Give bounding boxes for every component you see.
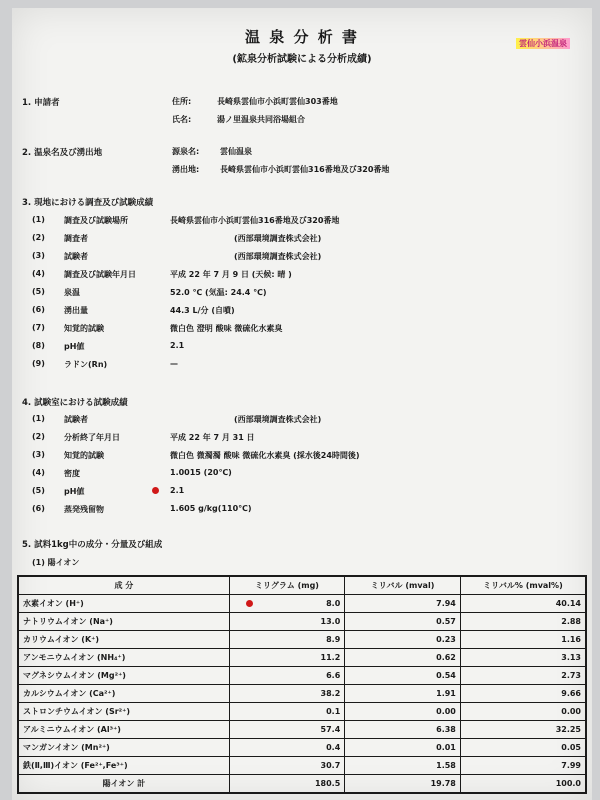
section3-heading: 3. 現地における調査及び試験成績 (22, 198, 154, 208)
table-row (18, 757, 586, 775)
s3-label: 調査者 (64, 234, 88, 243)
s3-no: (8) (32, 341, 45, 350)
ion-name: アルミニウムイオン (Al³⁺) (18, 721, 229, 739)
red-marker-dot (246, 600, 253, 607)
cation-subheading: (1) 陽イオン (32, 558, 80, 567)
s3-value: (西部環境調査株式会社) (234, 252, 322, 261)
s4-label: 試験者 (64, 415, 88, 424)
section1-heading: 1. 申請者 (22, 98, 60, 108)
table-row (18, 595, 586, 613)
ion-mval: 1.58 (345, 757, 461, 775)
ion-mval-pct: 2.73 (460, 667, 586, 685)
ion-mg: 30.7 (229, 757, 345, 775)
ion-name: カリウムイオン (K⁺) (18, 631, 229, 649)
ion-mg-value: 8.0 (326, 599, 341, 608)
table-row (18, 721, 586, 739)
ion-mg: 6.6 (229, 667, 345, 685)
ion-mval: 0.62 (345, 649, 461, 667)
s3-no: (7) (32, 323, 45, 332)
column-header: 成 分 (18, 576, 229, 595)
s4-value: 1.605 g/kg(110℃) (170, 504, 252, 513)
s3-value: 44.3 L/分 (自噴) (170, 306, 235, 315)
ion-name: ストロンチウムイオン (Sr²⁺) (18, 703, 229, 721)
s3-value: 平成 22 年 7 月 9 日 (天候: 晴 ) (170, 270, 292, 279)
name-label: 氏名: (172, 115, 192, 124)
section2-heading: 2. 温泉名及び湧出地 (22, 148, 103, 158)
ion-mg: 38.2 (229, 685, 345, 703)
s4-label: 分析終了年月日 (64, 433, 120, 442)
document-title: 温 泉 分 析 書 (245, 28, 359, 46)
s3-label: 泉温 (64, 288, 80, 297)
total-mval: 19.78 (345, 775, 461, 794)
ion-mg: 0.1 (229, 703, 345, 721)
s3-value: 微白色 澄明 酸味 微硫化水素臭 (170, 324, 283, 333)
spring-value: 雲仙温泉 (220, 147, 252, 156)
ion-mg: 8.9 (229, 631, 345, 649)
s3-no: (4) (32, 269, 45, 278)
table-row (18, 613, 586, 631)
spring-label: 源泉名: (172, 147, 200, 156)
s3-label: ラドン(Rn) (64, 360, 108, 369)
ion-name: アンモニウムイオン (NH₄⁺) (18, 649, 229, 667)
s4-no: (2) (32, 432, 45, 441)
address-label: 住所: (172, 97, 192, 106)
s3-value: (西部環境調査株式会社) (234, 234, 322, 243)
cation-table (17, 575, 587, 794)
total-mg: 180.5 (229, 775, 345, 794)
ion-mval: 0.54 (345, 667, 461, 685)
ion-name: 水素イオン (H⁺) (18, 595, 229, 613)
s3-no: (6) (32, 305, 45, 314)
s3-value: 2.1 (170, 341, 185, 350)
s4-value: 1.0015 (20℃) (170, 468, 232, 477)
column-header: ミリバル (mval) (345, 576, 461, 595)
s3-label: 知覚的試験 (64, 324, 104, 333)
document-subtitle: (鉱泉分析試験による分析成績) (232, 54, 372, 65)
s3-value: 52.0 ℃ (気温: 24.4 ℃) (170, 288, 267, 297)
s3-label: 調査及び試験年月日 (64, 270, 136, 279)
ion-mg: 11.2 (229, 649, 345, 667)
ion-mg: 0.4 (229, 739, 345, 757)
location-label: 湧出地: (172, 165, 200, 174)
s3-label: 湧出量 (64, 306, 88, 315)
table-row (18, 631, 586, 649)
ion-mg: 13.0 (229, 613, 345, 631)
s4-label: 知覚的試験 (64, 451, 104, 460)
ion-mval: 0.01 (345, 739, 461, 757)
s3-value: — (170, 359, 178, 368)
section4-heading: 4. 試験室における試験成績 (22, 398, 128, 408)
s4-no: (5) (32, 486, 45, 495)
ion-name: ナトリウムイオン (Na⁺) (18, 613, 229, 631)
ion-name: マンガンイオン (Mn²⁺) (18, 739, 229, 757)
ion-mval-pct: 3.13 (460, 649, 586, 667)
analysis-document (12, 8, 592, 800)
s3-no: (3) (32, 251, 45, 260)
ion-mval-pct: 2.88 (460, 613, 586, 631)
column-header: ミリバル% (mval%) (460, 576, 586, 595)
s3-no: (5) (32, 287, 45, 296)
s4-value: (西部環境調査株式会社) (234, 415, 322, 424)
ion-mval-pct: 0.00 (460, 703, 586, 721)
ion-mval: 0.00 (345, 703, 461, 721)
s4-no: (3) (32, 450, 45, 459)
s3-no: (2) (32, 233, 45, 242)
ion-mval-pct: 0.05 (460, 739, 586, 757)
s4-no: (1) (32, 414, 45, 423)
ion-mval-pct: 7.99 (460, 757, 586, 775)
s3-label: 試験者 (64, 252, 88, 261)
ion-mval: 7.94 (345, 595, 461, 613)
table-row (18, 685, 586, 703)
s4-value: 平成 22 年 7 月 31 日 (170, 433, 255, 442)
ion-mval: 0.23 (345, 631, 461, 649)
s3-value: 長崎県雲仙市小浜町雲仙316番地及び320番地 (170, 216, 340, 225)
s4-label: 密度 (64, 469, 80, 478)
s3-no: (9) (32, 359, 45, 368)
section5-heading: 5. 試料1kg中の成分・分量及び組成 (22, 540, 163, 550)
s3-label: 調査及び試験場所 (64, 216, 128, 225)
total-mval-pct: 100.0 (460, 775, 586, 794)
table-row (18, 739, 586, 757)
ion-mval-pct: 9.66 (460, 685, 586, 703)
ion-name: カルシウムイオン (Ca²⁺) (18, 685, 229, 703)
table-row (18, 649, 586, 667)
table-row (18, 667, 586, 685)
address-value: 長崎県雲仙市小浜町雲仙303番地 (217, 97, 338, 106)
location-value: 長崎県雲仙市小浜町雲仙316番地及び320番地 (220, 165, 390, 174)
column-header: ミリグラム (mg) (229, 576, 345, 595)
ion-mg (229, 595, 345, 613)
s3-label: pH値 (64, 342, 85, 351)
ion-name: マグネシウムイオン (Mg²⁺) (18, 667, 229, 685)
s4-value: 微白色 微濁濁 酸味 微硫化水素臭 (採水後24時間後) (170, 451, 360, 460)
s3-no: (1) (32, 215, 45, 224)
ion-mval-pct: 1.16 (460, 631, 586, 649)
s4-label: 蒸発残留物 (64, 505, 104, 514)
ion-mval: 1.91 (345, 685, 461, 703)
table-total-row (18, 775, 586, 794)
s4-label: pH値 (64, 487, 85, 496)
ion-mval-pct: 40.14 (460, 595, 586, 613)
ion-name: 鉄(Ⅱ,Ⅲ)イオン (Fe²⁺,Fe³⁺) (18, 757, 229, 775)
ion-mval: 6.38 (345, 721, 461, 739)
s4-no: (4) (32, 468, 45, 477)
s4-value: 2.1 (170, 486, 185, 495)
name-value: 湯ノ里温泉共同浴場組合 (217, 115, 305, 124)
ion-mval: 0.57 (345, 613, 461, 631)
logo-stamp: 雲仙小浜温泉 (516, 38, 570, 49)
red-marker-dot (152, 487, 159, 494)
ion-mg: 57.4 (229, 721, 345, 739)
total-label: 陽イオン 計 (18, 775, 229, 794)
table-row (18, 703, 586, 721)
ion-mval-pct: 32.25 (460, 721, 586, 739)
s4-no: (6) (32, 504, 45, 513)
table-header-row (18, 576, 586, 595)
